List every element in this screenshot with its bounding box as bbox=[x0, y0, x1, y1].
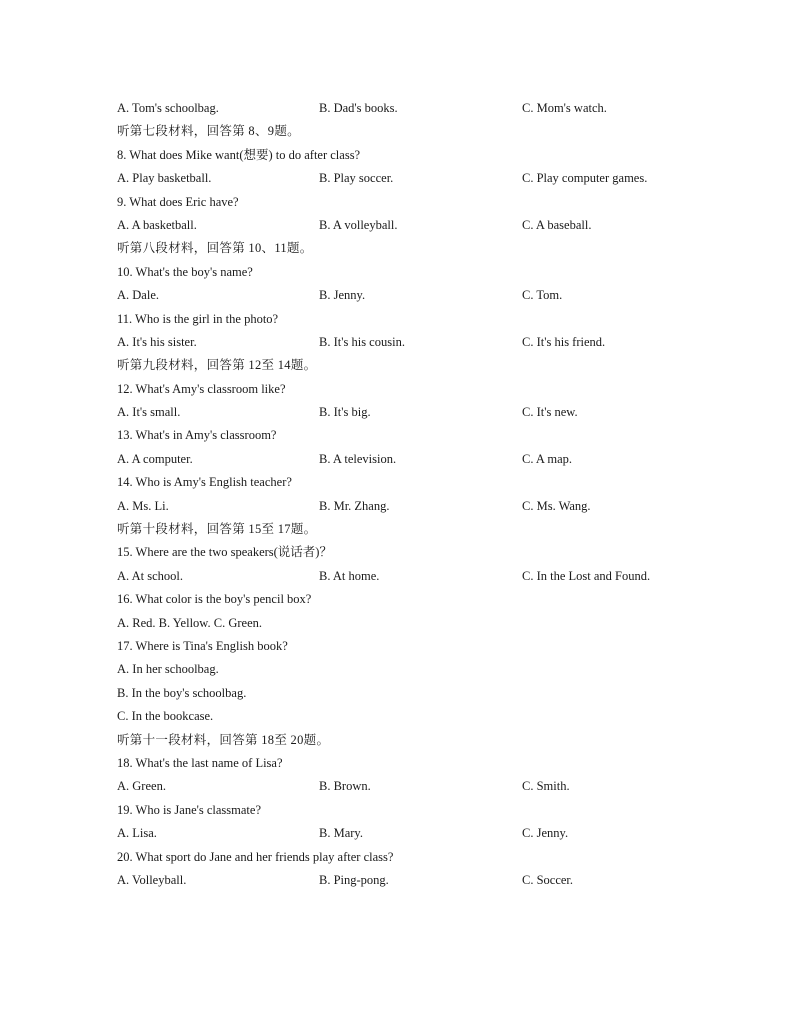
section-heading-text: 听第七段材料，回答第 8、9题。 bbox=[117, 124, 300, 139]
question-line bbox=[117, 541, 737, 564]
question-line bbox=[117, 144, 737, 167]
answer-option-a: A. Dale. bbox=[117, 288, 159, 303]
section-heading bbox=[117, 120, 737, 143]
answer-option-text: A. Red. B. Yellow. C. Green. bbox=[117, 615, 263, 630]
answer-option-a: A. A basketball. bbox=[117, 217, 197, 232]
answer-options-row bbox=[117, 214, 737, 237]
answer-options-row bbox=[117, 284, 737, 307]
question-text: 17. Where is Tina's English book? bbox=[117, 638, 288, 653]
answer-options-row bbox=[117, 495, 737, 518]
answer-option-c: C. Jenny. bbox=[522, 826, 569, 841]
answer-option-c: C. Soccer. bbox=[522, 872, 574, 887]
question-text: 13. What's in Amy's classroom? bbox=[117, 428, 277, 443]
answer-option-line bbox=[117, 705, 737, 728]
answer-option-c: C. Play computer games. bbox=[522, 171, 648, 186]
question-text: 8. What does Mike want(想要) to do after class? bbox=[117, 147, 361, 162]
question-text: 10. What's the boy's name? bbox=[117, 264, 253, 279]
question-text: 20. What sport do Jane and her friends play after class? bbox=[117, 849, 394, 864]
answer-option-c: C. Tom. bbox=[522, 288, 563, 303]
section-heading-text: 听第十一段材料，回答第 18至 20题。 bbox=[117, 732, 330, 747]
section-heading bbox=[117, 729, 737, 752]
answer-option-b: B. Jenny. bbox=[319, 288, 366, 303]
question-line bbox=[117, 588, 737, 611]
answer-options-row bbox=[117, 775, 737, 798]
question-line bbox=[117, 261, 737, 284]
answer-options-row bbox=[117, 448, 737, 471]
answer-options-row bbox=[117, 822, 737, 845]
question-text: 19. Who is Jane's classmate? bbox=[117, 802, 262, 817]
section-heading bbox=[117, 237, 737, 260]
answer-option-c: C. It's new. bbox=[522, 405, 578, 420]
answer-option-a: A. Play basketball. bbox=[117, 171, 212, 186]
question-text: 14. Who is Amy's English teacher? bbox=[117, 475, 292, 490]
answer-option-c: C. It's his friend. bbox=[522, 334, 606, 349]
section-heading-text: 听第八段材料，回答第 10、11题。 bbox=[117, 241, 313, 256]
answer-option-a: A. It's his sister. bbox=[117, 334, 197, 349]
question-text: 15. Where are the two speakers(说话者)？ bbox=[117, 545, 332, 560]
answer-options-row bbox=[117, 167, 737, 190]
answer-option-b: B. Mr. Zhang. bbox=[319, 498, 390, 513]
question-line bbox=[117, 846, 737, 869]
question-line bbox=[117, 471, 737, 494]
answer-option-text: C. In the bookcase. bbox=[117, 709, 214, 724]
answer-option-b: B. Ping-pong. bbox=[319, 872, 389, 887]
answer-options-row bbox=[117, 565, 737, 588]
exam-page bbox=[117, 97, 737, 892]
question-text: 12. What's Amy's classroom like? bbox=[117, 381, 286, 396]
answer-option-b: B. It's his cousin. bbox=[319, 334, 405, 349]
answer-option-c: C. In the Lost and Found. bbox=[522, 568, 651, 583]
section-heading-text: 听第九段材料，回答第 12至 14题。 bbox=[117, 358, 317, 373]
answer-option-b: B. Play soccer. bbox=[319, 171, 394, 186]
question-line bbox=[117, 799, 737, 822]
answer-option-c: C. Mom's watch. bbox=[522, 101, 607, 115]
answer-option-c: C. Ms. Wang. bbox=[522, 498, 591, 513]
answer-option-b: B. A volleyball. bbox=[319, 217, 398, 232]
question-line bbox=[117, 378, 737, 401]
answer-option-b: B. It's big. bbox=[319, 405, 371, 420]
answer-option-c: C. A map. bbox=[522, 451, 573, 466]
answer-options-row bbox=[117, 97, 737, 120]
question-line bbox=[117, 752, 737, 775]
answer-option-line bbox=[117, 682, 737, 705]
answer-option-a: A. Lisa. bbox=[117, 826, 157, 841]
answer-option-c: C. A baseball. bbox=[522, 217, 592, 232]
question-line bbox=[117, 191, 737, 214]
answer-options-row bbox=[117, 401, 737, 424]
answer-option-a: A. Green. bbox=[117, 779, 166, 794]
answer-option-a: A. A computer. bbox=[117, 451, 193, 466]
section-heading bbox=[117, 518, 737, 541]
answer-option-a: A. It's small. bbox=[117, 405, 181, 420]
answer-option-a: A. Volleyball. bbox=[117, 872, 187, 887]
answer-option-line bbox=[117, 658, 737, 681]
question-text: 16. What color is the boy's pencil box? bbox=[117, 592, 312, 607]
answer-option-c: C. Smith. bbox=[522, 779, 570, 794]
answer-option-text: A. In her schoolbag. bbox=[117, 662, 219, 677]
answer-option-text: B. In the boy's schoolbag. bbox=[117, 685, 247, 700]
answer-options-row bbox=[117, 331, 737, 354]
section-heading-text: 听第十段材料，回答第 15至 17题。 bbox=[117, 522, 317, 537]
answer-option-line bbox=[117, 612, 737, 635]
question-text: 18. What's the last name of Lisa? bbox=[117, 755, 283, 770]
answer-option-b: B. Mary. bbox=[319, 826, 363, 841]
question-text: 11. Who is the girl in the photo? bbox=[117, 311, 279, 326]
answer-option-b: B. Brown. bbox=[319, 779, 371, 794]
question-line bbox=[117, 635, 737, 658]
section-heading bbox=[117, 354, 737, 377]
answer-option-a: A. At school. bbox=[117, 568, 183, 583]
question-line bbox=[117, 308, 737, 331]
question-text: 9. What does Eric have? bbox=[117, 194, 239, 209]
answer-options-row bbox=[117, 869, 737, 892]
answer-option-a: A. Tom's schoolbag. bbox=[117, 101, 219, 115]
answer-option-b: B. A television. bbox=[319, 451, 397, 466]
answer-option-b: B. At home. bbox=[319, 568, 380, 583]
answer-option-a: A. Ms. Li. bbox=[117, 498, 169, 513]
answer-option-b: B. Dad's books. bbox=[319, 101, 398, 115]
question-line bbox=[117, 424, 737, 447]
